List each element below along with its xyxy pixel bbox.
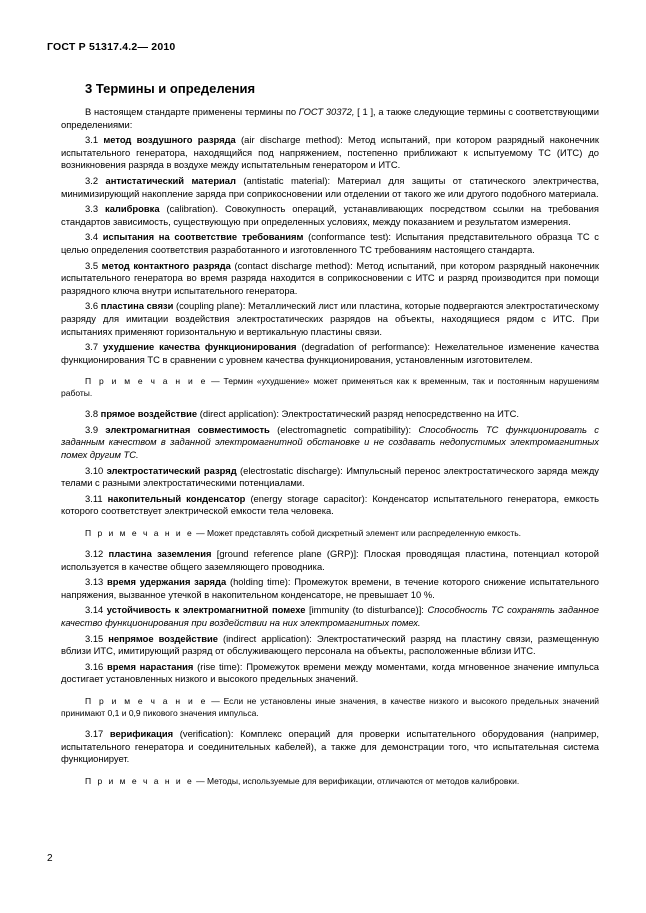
page-number: 2 [47,853,53,864]
note-label: П р и м е ч а н и е [85,775,194,786]
term-text: Электростатический разряд непосредственно на ИТС. [281,408,519,420]
term-name: верификация [109,727,174,739]
term-number: 3.7 [85,341,99,353]
term-english: (holding time): [226,576,295,588]
note-text: — Методы, используемые для верификации, отличаются от методов калибровки. [193,775,520,786]
term-english: (antistatic material): [235,174,338,186]
terms-list [61,134,599,366]
terms-list-3 [61,548,599,686]
term-english: (air discharge method): [235,134,349,146]
note-label: П р и м е ч а н и е [85,695,208,706]
term-number: 3.12 [85,548,104,560]
term-name: ухудшение качества функционирования [102,341,297,353]
term-definition [61,134,599,172]
term-name: пластина заземления [108,548,212,560]
term-number: 3.5 [85,259,99,271]
term-english: (rise time): [193,660,247,672]
document-body [61,106,599,796]
section-title: 3 Термины и определения [85,81,256,96]
term-name: метод контактного разряда [101,259,231,271]
term-text: Конденсатор испытательного генератора, емкость которого соответствует электрической емкости тела человека. [61,492,600,517]
term-number: 3.8 [85,408,99,420]
term-definition [61,424,599,462]
term-text: Совокупность операций, устанавливающих посредством ссылки на требования стандартов зависимость, существующую при определенных условиях, между показанием и результатом измерения. [61,203,599,227]
intro-paragraph [61,106,599,131]
term-definition [61,633,599,658]
term-name: время нарастания [106,660,194,672]
term-text: Испытания представительного образца ТС с целью определения соответствия разработанного и изготовленного ТС требованиям настоящего стандарта. [61,231,599,255]
term-text-italic: Способность ТС функционировать с заданным качеством в заданной электромагнитной обстановке и не создавать недопустимых электромагнитных помех другим ТС. [61,423,599,461]
term-number: 3.14 [85,604,104,616]
term-definition [61,341,599,366]
note-text: — Термин «ухудшение» может применяться как к временным, так и постоянным нарушениям работы. [61,376,599,399]
term-name: устойчивость к электромагнитной помехе [106,604,306,616]
term-text: Метод испытаний, при котором разрядный наконечник испытательного генератора во время разряда находится в соприкосновении с ИТС и разряд производится при помощи разрядного ключа внутри испытательного генератора. [61,259,599,296]
note-text: — Если не установлены иные значения, в качестве низкого и высокого предельных значений принимают 0,1 и 0,9 пикового значения импульса. [61,695,599,718]
note-label: П р и м е ч а н и е [85,376,208,387]
term-definition [61,203,599,228]
note-text: — Может представлять собой дискретный элемент или распределенную емкость. [193,528,522,539]
term-number: 3.4 [85,231,99,243]
term-name: накопительный конденсатор [107,492,246,504]
term-text: Промежуток времени между моментами, когда мгновенное значение импульса достигает установленных низкого и высокого предельных значений. [61,660,600,685]
term-definition [61,548,599,573]
term-text: Нежелательное изменение качества функционирования ТС в сравнении с уровнем качества функционирования, установленным изготовителем. [61,341,599,365]
term-number: 3.10 [85,464,104,476]
term-definition [61,260,599,298]
term-text: Импульсный перенос электростатического заряда между телами с разными электростатическими потенциалами. [61,464,599,489]
term-number: 3.9 [85,423,99,435]
term-english: (direct application): [197,408,282,420]
intro-text-end: [ 1 ], а также следующие термины с соответствующими определениями: [61,106,599,130]
note-3 [61,695,599,719]
term-name: метод воздушного разряда [103,134,236,146]
term-number: 3.17 [85,727,104,739]
term-number: 3.6 [85,300,99,312]
term-text: Плоская проводящая пластина, потенциал которой используется в качестве общего заземляющего проводника. [61,548,599,572]
term-definition [61,175,599,200]
term-text: Материал для защиты от статического электричества, минимизирующий накопление заряда при соприкосновении или отделении от такого же или другого подобного материала. [61,174,599,199]
term-number: 3.11 [85,492,103,504]
term-number: 3.3 [85,203,99,215]
term-text: Метод испытаний, при котором разрядный наконечник испытательного генератора, находящийся под напряжением, постепенно приближают к испытуемому ТС (ИТС) до возникновения разряда в воздухе между испытательным генератором и ИТС. [61,134,599,171]
term-number: 3.13 [85,576,104,588]
term-name: электромагнитная совместимость [105,423,270,435]
term-definition [61,465,599,490]
note-4 [61,775,599,787]
term-english: (coupling plane): [173,300,248,312]
term-definition [61,728,599,766]
note-2 [61,527,599,539]
term-definition [61,231,599,256]
term-name: время удержания заряда [107,576,227,588]
term-english: [ground reference plane (GRP)]: [211,548,364,560]
term-english: (electromagnetic compatibility): [269,423,419,435]
term-number: 3.16 [85,660,104,672]
term-english: (contact discharge method): [230,259,357,271]
terms-list-2 [61,408,599,518]
term-definition [61,300,599,338]
term-definition [61,493,599,518]
term-number: 3.1 [85,134,99,146]
term-text: Промежуток времени, в течение которого снижение испытательного напряжения, вызванное утечкой в накопительном конденсаторе, не превышает 10 %. [61,576,599,600]
term-definition [61,576,599,601]
term-text-italic: Способность ТС сохранять заданное качество функционирования при воздействии на них электромагнитных помех. [61,604,599,628]
term-english: (calibration). [159,203,226,215]
term-english: [immunity (to disturbance)]: [305,604,428,616]
term-definition [61,604,599,629]
term-text: Металлический лист или пластина, которые подвергаются электростатическому разряду для имитации воздействия электростатических разрядов на объекты, находящиеся рядом с ИТС. При испытаниях применяют горизонтальную и вертикальную пластины связи. [61,300,599,337]
note-1 [61,375,599,399]
term-definition [61,661,599,686]
term-name: прямое воздействие [100,408,198,420]
term-text: Электростатический разряд на пластину связи, размещенную вблизи ИТС, имитирующий разряд от обслуживающего персонала на объекты, расположенные вблизи ИТС. [61,632,599,657]
document-header: ГОСТ Р 51317.4.2— 2010 [47,41,176,53]
intro-ref: ГОСТ 30372, [298,106,355,117]
term-english: (degradation of performance): [296,341,435,353]
term-english: (electrostatic discharge): [236,464,347,476]
term-english: (energy storage capacitor): [245,492,373,504]
term-text: Комплекс операций для проверки испытательного оборудования (например, испытательного генератора и соединительных кабелей), а также для демонстрации того, что испытательная система функционирует. [61,727,599,765]
terms-list-4 [61,728,599,766]
intro-text: В настоящем стандарте применены термины по [85,106,299,117]
term-name: испытания на соответствие требованиям [102,231,304,243]
term-english: (indirect application): [217,632,317,644]
term-name: калибровка [105,203,160,215]
term-english: (conformance test): [303,231,396,243]
term-english: (verification): [173,727,241,739]
term-number: 3.2 [85,174,99,186]
term-definition [61,408,599,421]
term-name: пластина связи [100,300,174,312]
term-name: непрямое воздействие [108,632,218,644]
term-name: электростатический разряд [106,464,237,476]
term-name: антистатический материал [105,174,236,186]
note-label: П р и м е ч а н и е [85,528,194,539]
term-number: 3.15 [85,632,104,644]
